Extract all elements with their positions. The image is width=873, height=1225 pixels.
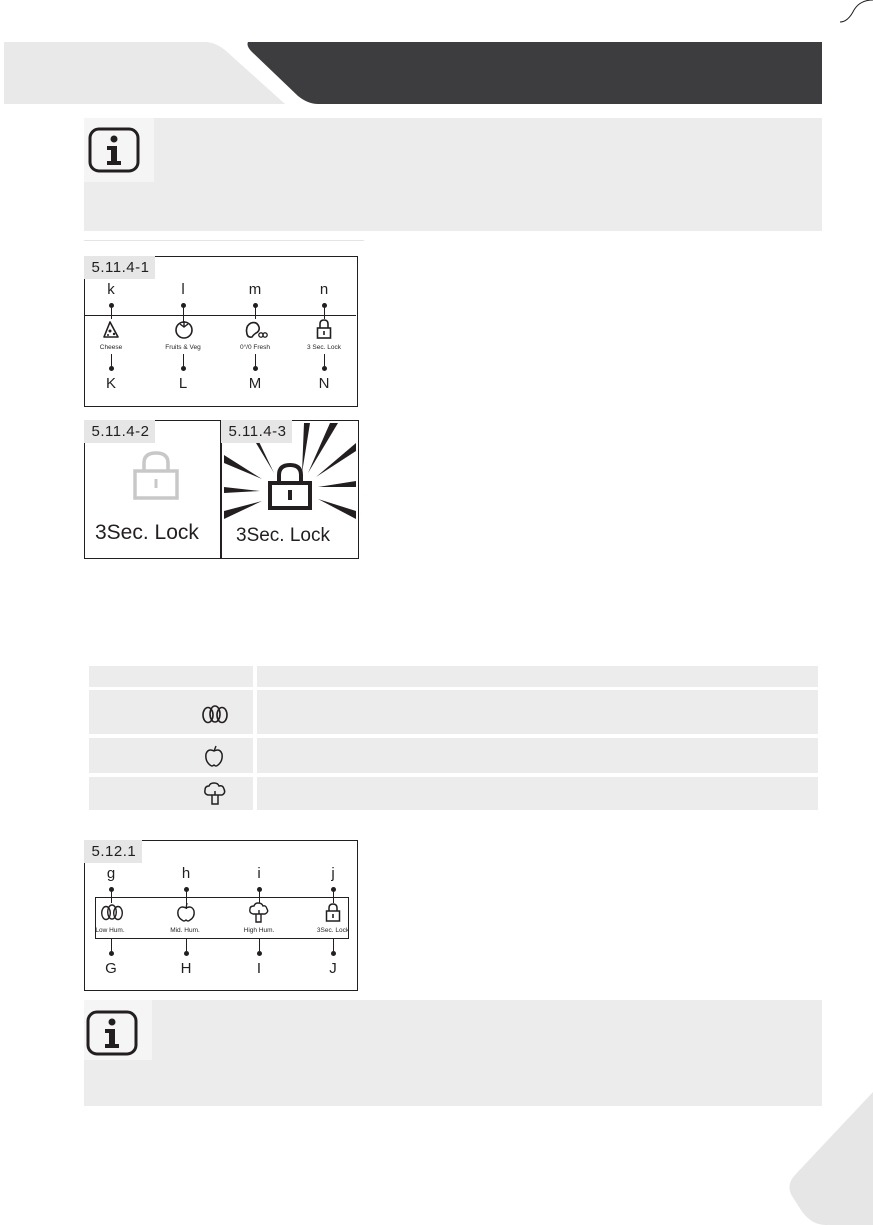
bottom-letter: L [178,375,188,392]
eggs-icon [201,704,229,724]
figure-label: 5.12.1 [84,840,143,863]
leader-line [186,939,187,951]
top-letter: i [257,865,261,882]
divider-line [84,240,364,241]
leader-dot [184,951,189,956]
caption: Low Hum. [95,927,125,934]
leader-line [111,891,112,903]
apple-icon [203,743,225,769]
top-letter: g [106,865,116,882]
info-note-2 [84,1000,822,1106]
lock-icon [131,449,181,501]
table-row [89,738,818,773]
top-letter: k [107,281,115,298]
caption: High Hum. [243,927,275,934]
header-tab-light [4,42,285,104]
table-row [89,690,818,734]
leader-line [183,354,184,366]
bottom-letter: M [248,375,262,392]
leader-line [255,354,256,366]
leader-dot [109,366,114,371]
top-letter: n [319,281,329,298]
figure-5-11-4-2 [84,420,221,559]
meat-icon [243,318,269,340]
caption: 3 Sec. Lock [307,344,341,351]
caption: Mid. Hum. [170,927,200,934]
broccoli-icon [248,902,270,924]
table-column-divider [253,777,257,810]
lock-icon [315,318,333,340]
leader-line [324,354,325,366]
top-letter: m [248,281,262,298]
table-column-divider [253,690,257,734]
caption: Cheese [99,344,123,351]
lock-icon [266,461,314,511]
lock-caption: 3Sec. Lock [95,521,199,544]
info-icon [88,127,140,173]
leader-line [111,354,112,366]
tomato-icon [173,318,195,340]
figure-5-11-4-1 [84,256,358,407]
table-column-divider [253,666,257,687]
leader-line [259,939,260,951]
page-corner-tab [786,1092,873,1225]
leader-dot [253,366,258,371]
bottom-letter: N [318,375,330,392]
info-note-1 [84,118,822,231]
leader-dot [322,366,327,371]
caption: 3Sec. Lock [316,927,350,934]
top-letter: j [331,865,335,882]
figure-label: 5.11.4-1 [84,256,156,279]
figure-5-11-4-3 [221,420,359,559]
table-row [89,777,818,810]
bottom-letter: J [329,960,337,977]
lock-icon [324,902,342,923]
leader-dot [331,951,336,956]
broccoli-icon [202,781,228,807]
leader-line [333,939,334,951]
bottom-letter: H [180,960,192,977]
leader-dot [257,951,262,956]
caption: Fruits & Veg [165,344,201,351]
leader-dot [181,366,186,371]
info-icon [86,1010,138,1056]
top-letter: l [181,281,185,298]
bottom-letter: I [256,960,262,977]
lock-caption: 3Sec. Lock [236,525,330,546]
table-header-row [89,666,818,687]
bottom-letter: G [105,960,117,977]
bottom-letter: K [105,375,116,392]
figure-label: 5.11.4-2 [84,420,156,443]
figure-label: 5.11.4-3 [221,420,293,443]
eggs-icon [100,903,124,921]
page-corner-mark [840,0,873,40]
table-column-divider [253,738,257,773]
top-letter: h [181,865,191,882]
header-banner [0,40,825,106]
panel-line [84,315,356,316]
caption: 0°/0 Fresh [239,344,271,351]
leader-line [111,939,112,951]
header-bar-dark [248,42,823,104]
cheese-icon [101,318,121,340]
figure-5-12-1 [84,840,358,991]
apple-icon [176,901,196,923]
leader-dot [109,951,114,956]
